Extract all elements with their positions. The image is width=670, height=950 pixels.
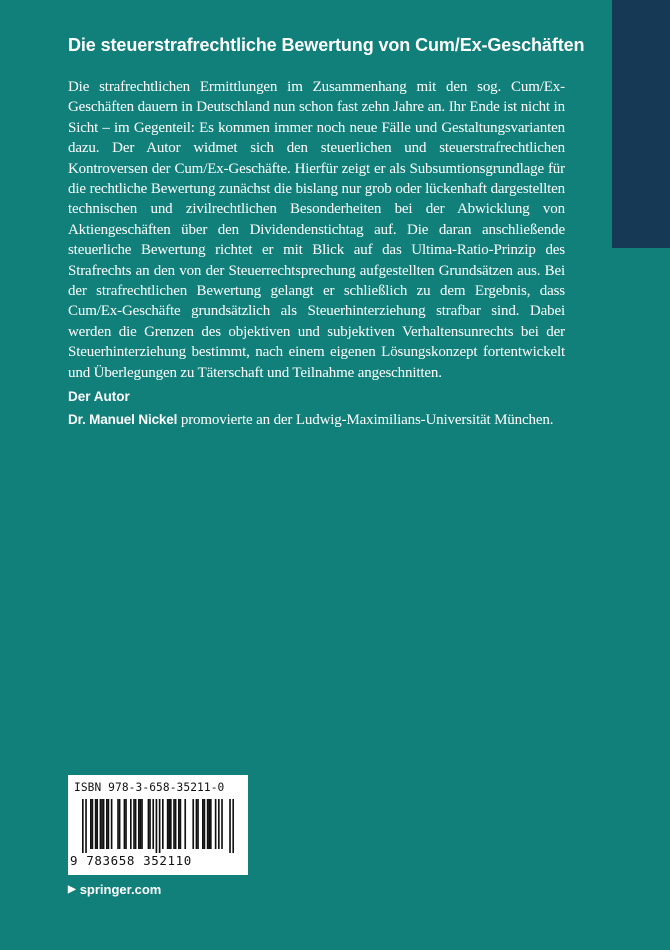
- barcode-bar: [92, 799, 94, 849]
- barcode-bar: [117, 799, 119, 849]
- barcode-bar: [148, 799, 150, 849]
- barcode-bar: [162, 799, 164, 849]
- barcode-bar: [103, 799, 105, 849]
- barcode-bar: [130, 799, 132, 849]
- author-bio: [68, 410, 588, 430]
- barcode-bar: [96, 799, 98, 849]
- barcode-bar: [140, 799, 142, 849]
- barcode-bar: [167, 799, 169, 849]
- barcode-bar: [119, 799, 121, 849]
- barcode-bar: [152, 799, 154, 849]
- barcode-bar: [178, 799, 180, 849]
- barcode-bar: [85, 799, 87, 853]
- barcode-bar: [135, 799, 137, 849]
- barcode-bar: [218, 799, 220, 849]
- barcode-bar: [175, 799, 177, 849]
- barcode-bar: [184, 799, 186, 849]
- publisher-url: springer.com: [79, 882, 162, 897]
- arrow-right-icon: ▶: [68, 883, 76, 895]
- barcode-bar: [168, 799, 170, 849]
- barcode-bar: [156, 799, 158, 853]
- barcode-bar: [111, 799, 113, 849]
- barcode-bar: [141, 799, 143, 849]
- barcode-bar: [215, 799, 217, 849]
- barcode-bar: [125, 799, 127, 849]
- author-heading: Der Autor: [68, 389, 130, 404]
- barcode-bar: [106, 799, 108, 849]
- book-description: Die strafrechtlichen Ermittlungen im Zusammenhang mit den sog. Cum/Ex-Geschäften dauern in Deutschland nun schon fast zehn Jahre an. Ihr Ende ist nicht in Sicht – im Gegenteil: Es kommen immer noch neue Fälle und Gestaltungsvarianten dazu. Der Autor widmet sich den steuerlichen und steuerstrafrechtlichen Kontroversen der Cum/Ex-Geschäfte. Hierfür zeigt er als Subsumtionsgrundlage für die rechtliche Bewertung zunächst die bislang nur grob oder lückenhaft dargestellten technischen und zivilrechtlichen Besonderheiten bei der Abwicklung von Aktiengeschäften über den Dividendenstichtag auf. Die daran anschließende steuerliche Bewertung richtet er mit Blick auf das Ultima-Ratio-Prinzip des Strafrechts an den von der Steuerrechtsprechung aufgestellten Grundsätzen aus. Bei der strafrechtlichen Bewertung gelangt er schließlich zu dem Ergebnis, dass Cum/Ex-Geschäfte grundsätzlich als Steuerhinterziehung strafbar sind. Dabei werden die Grenzen des objektiven und subjektiven Verhaltensunrechts bei der Steuerhinterziehung bestimmt, nach einem eigenen Lösungskonzept fortentwickelt und Überlegungen zu Täterschaft und Teilnahme angeschnitten.: [68, 79, 565, 381]
- book-title: Die steuerstrafrechtliche Bewertung von Cum/Ex-Geschäften: [68, 35, 585, 55]
- barcode-bar: [90, 799, 92, 849]
- barcode-bars: [82, 799, 234, 853]
- barcode-bar: [108, 799, 110, 849]
- barcode-bar: [149, 799, 151, 849]
- barcode-bar: [202, 799, 204, 849]
- barcode-bar: [138, 799, 140, 849]
- isbn-label: ISBN 978-3-658-35211-0: [74, 781, 225, 794]
- barcode-bar: [170, 799, 172, 849]
- barcode-bar: [95, 799, 97, 849]
- barcode-bar: [101, 799, 103, 849]
- barcode-bar: [208, 799, 210, 849]
- barcode-bar: [133, 799, 135, 849]
- isbn-barcode: [68, 775, 248, 875]
- publisher-link[interactable]: [68, 882, 161, 897]
- barcode-bar: [197, 799, 199, 849]
- barcode-digits: 9 783658 352110: [70, 853, 192, 868]
- barcode-bar: [221, 799, 223, 849]
- barcode-bar: [82, 799, 84, 853]
- barcode-bar: [159, 799, 161, 853]
- barcode-bar: [204, 799, 206, 849]
- barcode-bar: [207, 799, 209, 849]
- barcode-bar: [210, 799, 212, 849]
- barcode-bar: [232, 799, 234, 853]
- author-name: Dr. Manuel Nickel: [68, 412, 178, 427]
- barcode-bar: [124, 799, 126, 849]
- barcode-bar: [173, 799, 175, 849]
- barcode-bar: [100, 799, 102, 849]
- corner-color-block: [612, 0, 670, 248]
- author-bio-text: promovierte an der Ludwig-Maximilians-Universität München.: [177, 412, 554, 428]
- barcode-bar: [180, 799, 182, 849]
- barcode-bar: [229, 799, 231, 853]
- barcode-bar: [192, 799, 194, 849]
- barcode-bar: [196, 799, 198, 849]
